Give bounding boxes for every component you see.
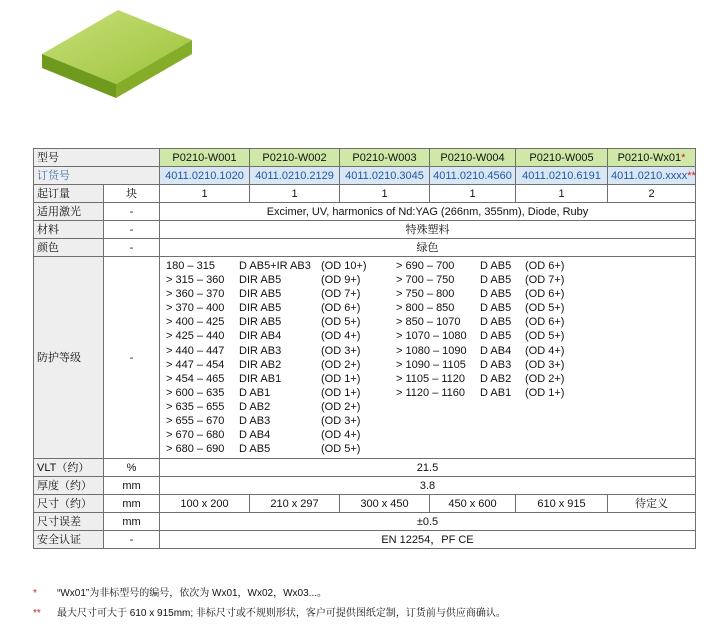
tolerance-value: ±0.5 — [160, 513, 696, 531]
model-cell: P0210-W003 — [340, 149, 430, 167]
protection-od: (OD 4+) — [321, 330, 361, 343]
protection-cls: DIR AB5 — [239, 274, 282, 287]
protection-row — [396, 386, 626, 400]
cert-value: EN 12254，PF CE — [160, 531, 696, 549]
protection-label: 防护等级 — [34, 257, 104, 459]
protection-col-left — [166, 259, 396, 456]
protection-range: > 750 – 800 — [396, 288, 455, 301]
material-unit: - — [104, 221, 160, 239]
row-color — [34, 239, 696, 257]
model-cell: P0210-W005 — [516, 149, 608, 167]
footnote-mark: * — [33, 588, 37, 599]
protection-od: (OD 2+) — [525, 372, 565, 385]
moq-cell: 1 — [250, 185, 340, 203]
order-cell: 4011.0210.4560 — [430, 167, 516, 185]
protection-cls: D AB5 — [480, 288, 512, 301]
order-cell: 4011.0210.1020 — [160, 167, 250, 185]
vlt-value: 21.5 — [160, 459, 696, 477]
footnote — [33, 604, 506, 624]
size-cell: 300 x 450 — [340, 495, 430, 513]
moq-cell: 1 — [430, 185, 516, 203]
vlt-label: VLT（约） — [34, 459, 104, 477]
protection-range: > 425 – 440 — [166, 330, 225, 343]
protection-row — [166, 287, 396, 301]
size-cell: 210 x 297 — [250, 495, 340, 513]
color-value: 绿色 — [160, 239, 696, 257]
size-cell: 待定义 — [608, 495, 696, 513]
protection-od: (OD 4+) — [321, 429, 361, 442]
protection-cls: D AB3 — [239, 415, 271, 428]
double-star-mark: ** — [687, 169, 696, 182]
moq-cell: 1 — [516, 185, 608, 203]
protection-od: (OD 10+) — [321, 260, 367, 272]
protection-cls: D AB1 — [480, 386, 512, 399]
footnote-text: 最大尺寸可大于 610 x 915mm; 非标尺寸或不规则形状，客户可提供图纸定制，订货前与供应商确认。 — [57, 608, 506, 619]
protection-cls: D AB2 — [239, 400, 271, 413]
protection-od: (OD 2+) — [321, 400, 361, 413]
protection-od: (OD 3+) — [321, 415, 361, 428]
protection-range: > 655 – 670 — [166, 415, 225, 428]
protection-cls: D AB4 — [239, 429, 271, 442]
protection-od: (OD 3+) — [525, 358, 565, 371]
protection-od: (OD 5+) — [321, 443, 361, 456]
protection-row — [166, 315, 396, 329]
protection-range: > 370 – 400 — [166, 302, 225, 315]
protection-od: (OD 6+) — [525, 288, 565, 301]
protection-cls: DIR AB2 — [239, 358, 282, 371]
protection-row — [396, 329, 626, 343]
protection-row — [166, 414, 396, 428]
tolerance-unit: mm — [104, 513, 160, 531]
protection-row — [166, 259, 396, 273]
protection-cls: D AB5 — [480, 330, 512, 343]
protection-od: (OD 7+) — [321, 288, 361, 301]
size-label: 尺寸（约） — [34, 495, 104, 513]
protection-cls: DIR AB3 — [239, 344, 282, 357]
protection-range: 180 – 315 — [166, 260, 215, 272]
moq-unit: 块 — [104, 185, 160, 203]
moq-label: 起订量 — [34, 185, 104, 203]
protection-row — [396, 301, 626, 315]
protection-cls: DIR AB4 — [239, 330, 282, 343]
protection-range: > 1080 – 1090 — [396, 344, 467, 357]
footnote-text: “Wx01”为非标型号的编号，依次为 Wx01，Wx02，Wx03...。 — [57, 588, 328, 599]
protection-cls: DIR AB1 — [239, 372, 282, 385]
protection-range: > 1120 – 1160 — [396, 386, 466, 399]
protection-col-right — [396, 259, 626, 456]
color-unit: - — [104, 239, 160, 257]
row-model — [34, 149, 696, 167]
protection-row — [166, 400, 396, 414]
protection-row — [166, 301, 396, 315]
protection-cls: D AB5 — [480, 302, 512, 315]
protection-range: > 850 – 1070 — [396, 316, 461, 329]
row-thickness — [34, 477, 696, 495]
protection-od: (OD 1+) — [321, 372, 361, 385]
protection-range: > 600 – 635 — [166, 386, 225, 399]
row-size — [34, 495, 696, 513]
thickness-value: 3.8 — [160, 477, 696, 495]
size-unit: mm — [104, 495, 160, 513]
protection-cls: D AB5 — [480, 274, 512, 287]
protection-row — [166, 329, 396, 343]
material-value: 特殊塑料 — [160, 221, 696, 239]
row-protection — [34, 257, 696, 459]
color-label: 颜色 — [34, 239, 104, 257]
protection-od: (OD 6+) — [525, 260, 565, 272]
protection-row — [166, 372, 396, 386]
protection-row — [166, 442, 396, 456]
row-cert — [34, 531, 696, 549]
protection-od: (OD 7+) — [525, 274, 565, 287]
thickness-unit: mm — [104, 477, 160, 495]
model-cell: P0210-W001 — [160, 149, 250, 167]
protection-range: > 454 – 465 — [166, 372, 225, 385]
protection-range: > 800 – 850 — [396, 302, 455, 315]
protection-od: (OD 9+) — [321, 274, 361, 287]
model-cell-custom: P0210-Wx01* — [608, 149, 696, 167]
protection-range: > 447 – 454 — [166, 358, 225, 371]
material-label: 材料 — [34, 221, 104, 239]
protection-range: > 400 – 425 — [166, 316, 225, 329]
protection-od: (OD 4+) — [525, 344, 565, 357]
protection-row — [166, 273, 396, 287]
order-cell: 4011.0210.6191 — [516, 167, 608, 185]
laser-unit: - — [104, 203, 160, 221]
laser-value: Excimer, UV, harmonics of Nd:YAG (266nm, 355nm), Diode, Ruby — [160, 203, 696, 221]
size-cell: 100 x 200 — [160, 495, 250, 513]
footnote-mark: ** — [33, 608, 41, 619]
protection-row — [166, 428, 396, 442]
size-cell: 450 x 600 — [430, 495, 516, 513]
protection-cls: D AB2 — [480, 372, 512, 385]
protection-range: > 680 – 690 — [166, 443, 225, 456]
protection-row — [396, 315, 626, 329]
order-label: 订货号 — [34, 167, 160, 185]
protection-od: (OD 6+) — [321, 302, 361, 315]
protection-od: (OD 5+) — [525, 330, 565, 343]
protection-od: (OD 5+) — [525, 302, 565, 315]
protection-range: > 1090 – 1105 — [396, 358, 466, 371]
protection-range: > 315 – 360 — [166, 274, 225, 287]
protection-cls: DIR AB5 — [239, 316, 282, 329]
protection-cls: D AB1 — [239, 386, 271, 399]
protection-od: (OD 1+) — [321, 386, 361, 399]
row-laser — [34, 203, 696, 221]
size-cell: 610 x 915 — [516, 495, 608, 513]
model-cell: P0210-W004 — [430, 149, 516, 167]
protection-range: > 360 – 370 — [166, 288, 225, 301]
protection-od: (OD 2+) — [321, 358, 361, 371]
protection-cls: D AB5 — [480, 316, 512, 329]
row-tolerance — [34, 513, 696, 531]
row-order-number — [34, 167, 696, 185]
protection-range: > 440 – 447 — [166, 344, 225, 357]
footnote — [33, 584, 506, 604]
protection-row — [396, 358, 626, 372]
order-cell: 4011.0210.3045 — [340, 167, 430, 185]
moq-cell: 2 — [608, 185, 696, 203]
protection-cls: DIR AB5 — [239, 302, 282, 315]
order-cell-custom: 4011.0210.xxxx** — [608, 167, 696, 185]
protection-range: > 700 – 750 — [396, 274, 455, 287]
star-mark: * — [681, 151, 686, 164]
protection-row — [166, 386, 396, 400]
vlt-unit: % — [104, 459, 160, 477]
protection-cls: D AB5 — [239, 443, 271, 456]
row-moq — [34, 185, 696, 203]
protection-cls: D AB4 — [480, 344, 512, 357]
protection-row — [166, 358, 396, 372]
protection-od: (OD 1+) — [525, 386, 565, 399]
protection-row — [396, 344, 626, 358]
laser-label: 适用激光 — [34, 203, 104, 221]
moq-cell: 1 — [160, 185, 250, 203]
cert-unit: - — [104, 531, 160, 549]
protection-od: (OD 6+) — [525, 316, 565, 329]
protection-row — [396, 273, 626, 287]
protection-levels — [160, 257, 696, 459]
protection-od: (OD 3+) — [321, 344, 361, 357]
protection-row — [396, 372, 626, 386]
model-cell: P0210-W002 — [250, 149, 340, 167]
order-cell: 4011.0210.2129 — [250, 167, 340, 185]
protection-row — [396, 259, 626, 273]
protection-range: > 1105 – 1120 — [396, 372, 466, 385]
protection-cls: D AB3 — [480, 358, 512, 371]
protection-cls: DIR AB5 — [239, 288, 282, 301]
row-vlt — [34, 459, 696, 477]
protection-range: > 690 – 700 — [396, 260, 455, 272]
footnotes — [33, 584, 506, 624]
model-label: 型号 — [34, 149, 160, 167]
protection-row — [396, 287, 626, 301]
protection-od: (OD 5+) — [321, 316, 361, 329]
protection-row — [166, 344, 396, 358]
thickness-label: 厚度（约） — [34, 477, 104, 495]
product-image — [36, 6, 206, 102]
cert-label: 安全认证 — [34, 531, 104, 549]
moq-cell: 1 — [340, 185, 430, 203]
protection-range: > 1070 – 1080 — [396, 330, 467, 343]
protection-cls: D AB5 — [480, 260, 512, 272]
row-material — [34, 221, 696, 239]
tolerance-label: 尺寸误差 — [34, 513, 104, 531]
protection-cls: D AB5+IR AB3 — [239, 260, 311, 272]
spec-table — [33, 148, 696, 549]
protection-unit: - — [104, 257, 160, 459]
protection-range: > 635 – 655 — [166, 400, 225, 413]
protection-range: > 670 – 680 — [166, 429, 225, 442]
